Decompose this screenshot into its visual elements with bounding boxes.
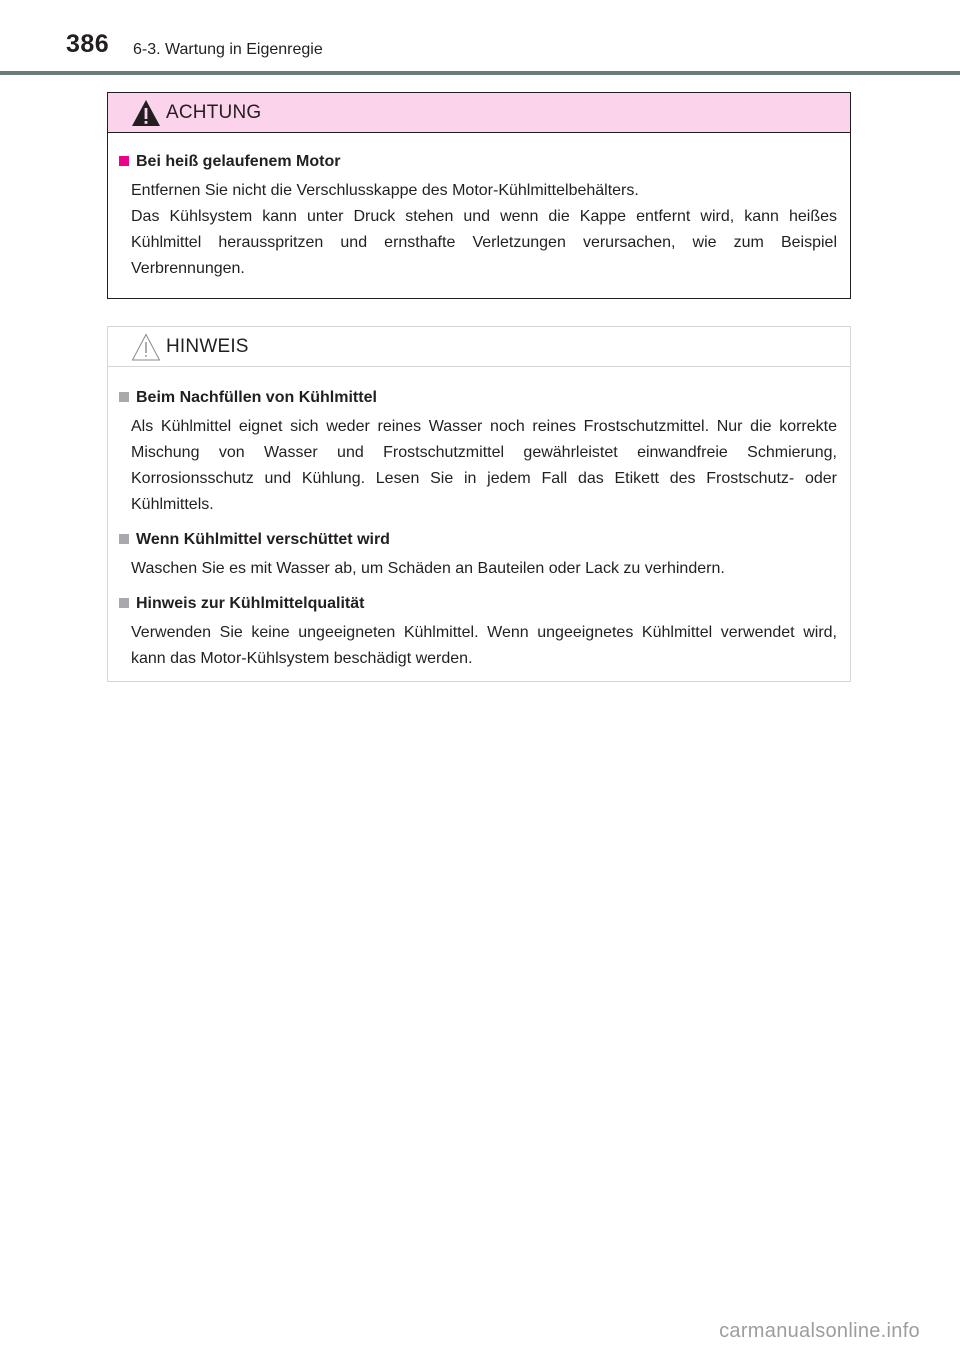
list-item [119, 150, 837, 282]
item-text: Waschen Sie es mit Wasser ab, um Schäden an Bauteilen oder Lack zu verhindern. [131, 560, 725, 577]
hinweis-body [108, 367, 850, 672]
item-title [119, 386, 837, 410]
warning-triangle-icon [131, 99, 161, 127]
notice-triangle-icon [131, 333, 161, 361]
square-bullet-icon [119, 534, 129, 544]
item-title [119, 528, 837, 552]
square-bullet-icon [119, 392, 129, 402]
header-rule [0, 71, 960, 75]
list-item [119, 386, 837, 518]
item-title-text: Beim Nachfüllen von Kühlmittel [136, 389, 377, 406]
section-title: 6-3. Wartung in Eigenregie [133, 41, 323, 58]
item-title-text: Wenn Kühlmittel verschüttet wird [136, 531, 390, 548]
hinweis-box [107, 326, 851, 682]
item-text: Entfernen Sie nicht die Verschlusskappe des Motor-Kühlmittelbehälters. [131, 182, 639, 199]
page-number: 386 [66, 30, 110, 58]
item-title [119, 150, 837, 174]
achtung-body [108, 133, 850, 282]
achtung-header [108, 93, 850, 133]
item-text: Das Kühlsystem kann unter Druck stehen und wenn die Kappe entfernt wird, kann heißes Kühlmittel herausspritzen und ernsthafte Verletzungen verursachen, wie zum Beispiel Verbrennungen. [131, 208, 837, 277]
item-title-text: Hinweis zur Kühlmittelqualität [136, 595, 365, 612]
hinweis-label: HINWEIS [166, 336, 249, 357]
watermark: carmanualsonline.info [719, 1320, 920, 1342]
item-title-text: Bei heiß gelaufenem Motor [136, 153, 341, 170]
list-item [119, 528, 837, 582]
item-title [119, 592, 837, 616]
list-item [119, 592, 837, 672]
square-bullet-icon [119, 598, 129, 608]
achtung-box [107, 92, 851, 299]
square-bullet-icon [119, 156, 129, 166]
achtung-label: ACHTUNG [166, 102, 262, 123]
hinweis-header [108, 327, 850, 367]
item-text: Als Kühlmittel eignet sich weder reines Wasser noch reines Frostschutzmittel. Nur die korrekte Mischung von Wasser und Frostschutzmittel gewährleistet einwandfreie Schmierung, Korrosionsschutz und Kühlung. Lesen Sie in jedem Fall das Etikett des Frostschutz- oder Kühlmittels. [131, 418, 837, 513]
item-text: Verwenden Sie keine ungeeigneten Kühlmittel. Wenn ungeeignetes Kühlmittel verwendet wird, kann das Motor-Kühlsystem beschädigt werden. [131, 624, 837, 667]
